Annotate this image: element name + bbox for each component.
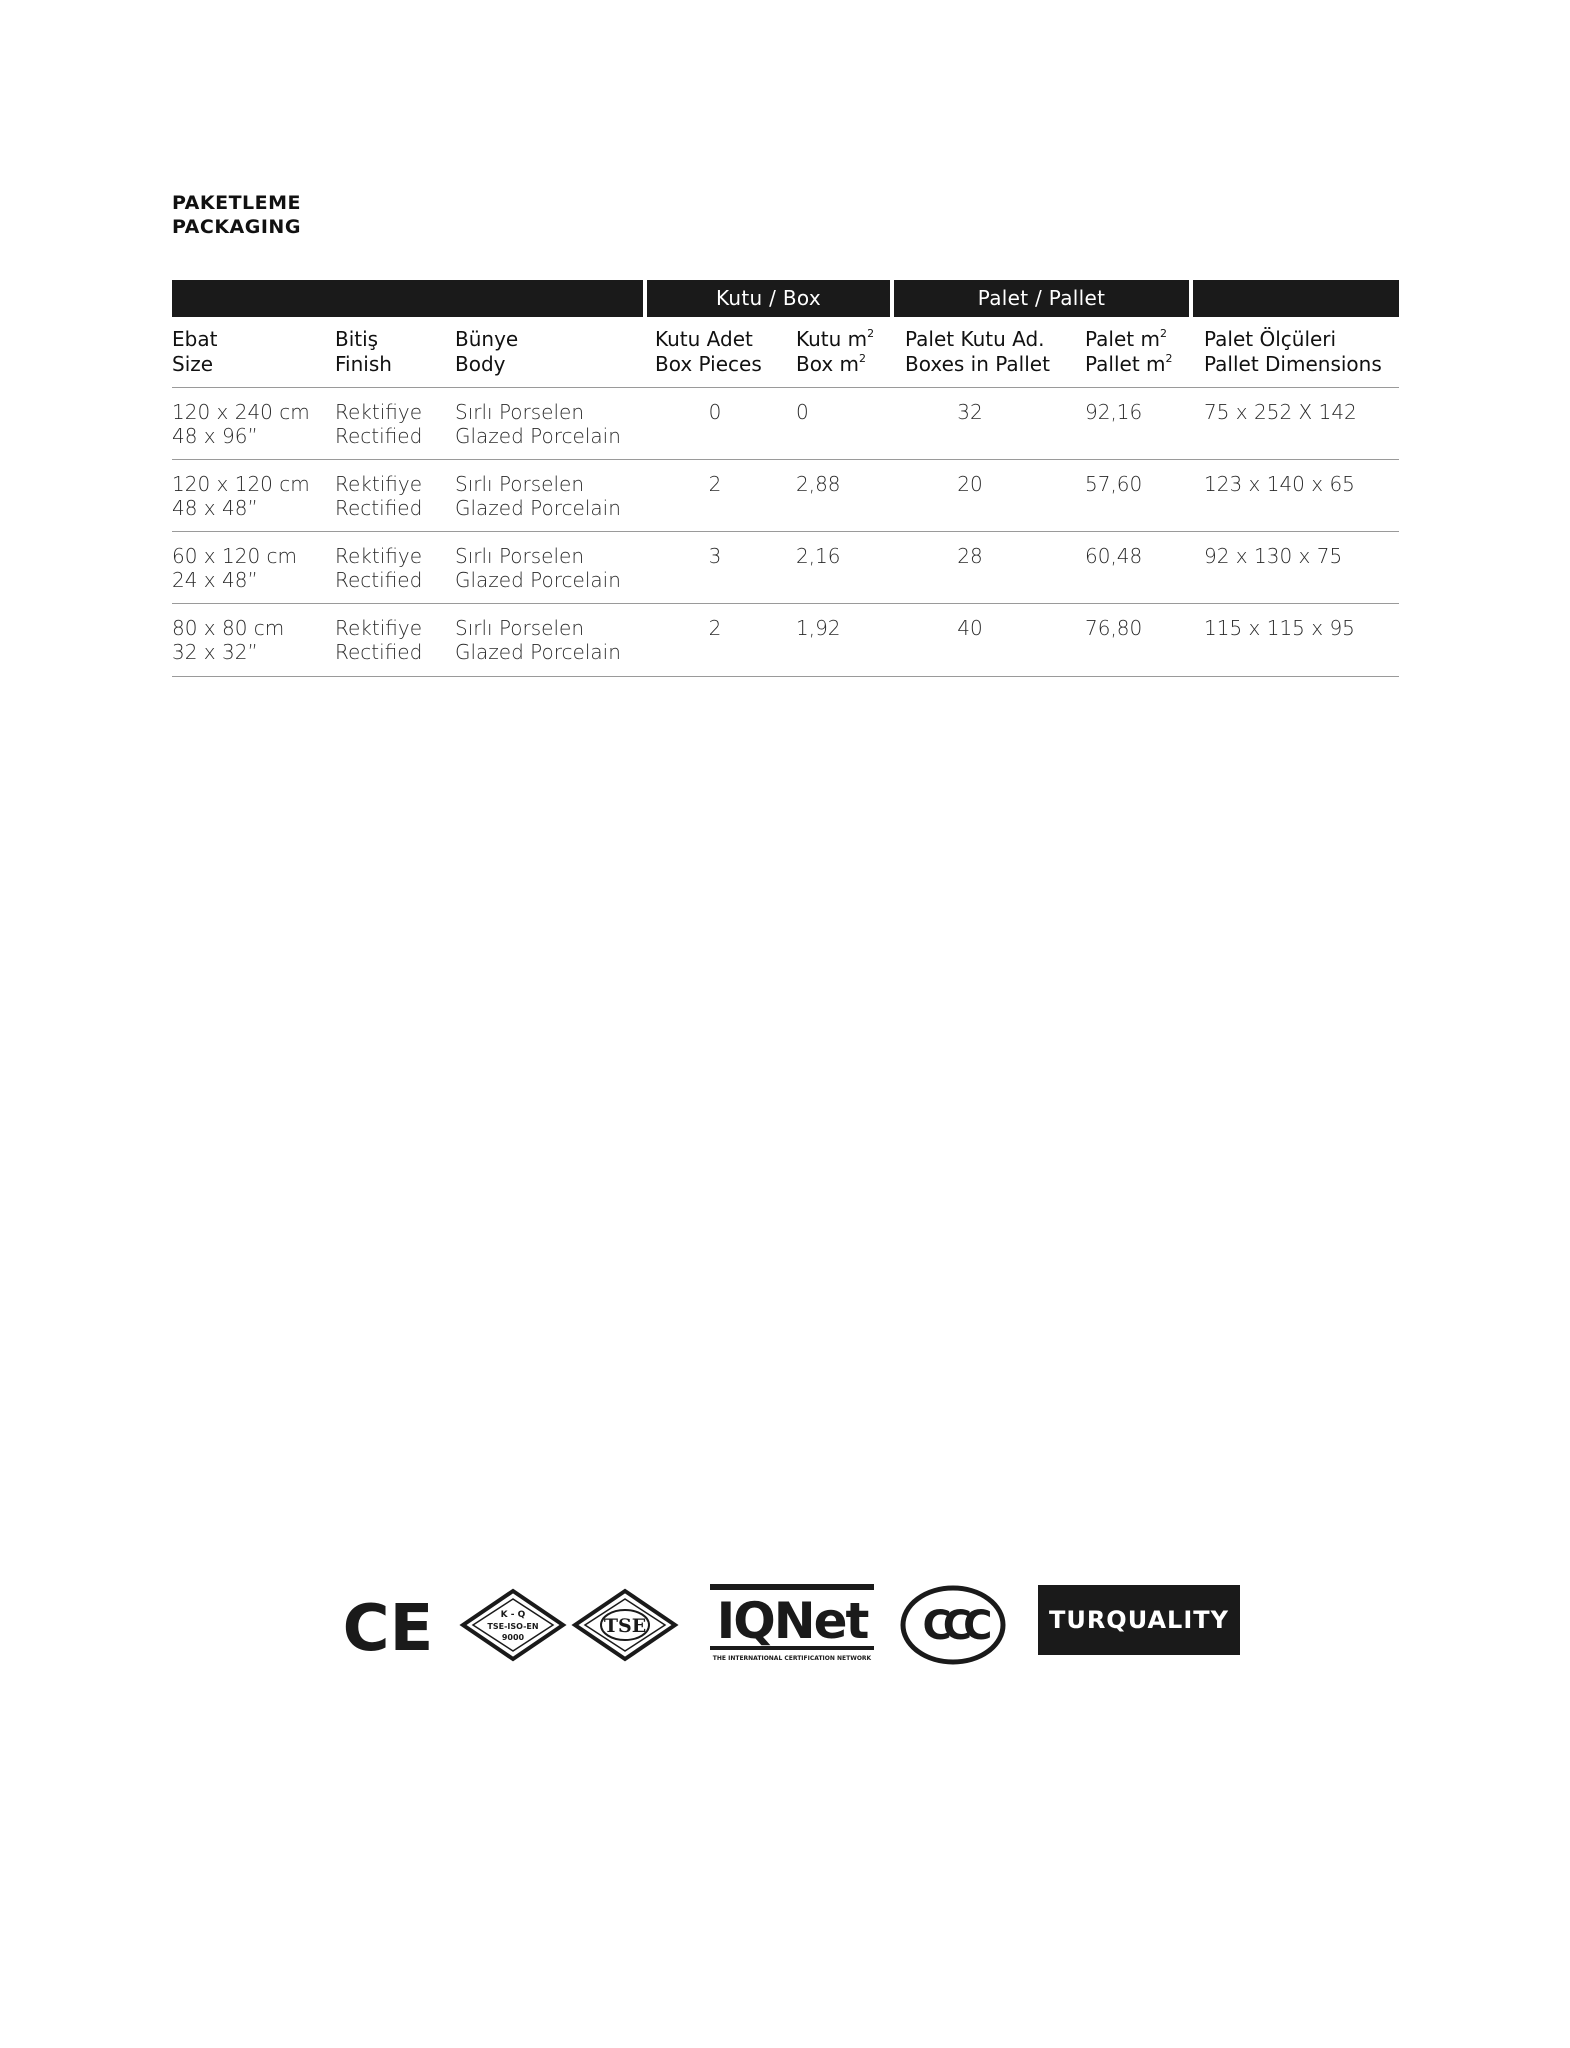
svg-text:TSE: TSE [603, 1615, 647, 1637]
cell-box-pieces: 2 [708, 472, 722, 496]
title-turkish: PAKETLEME [172, 192, 302, 214]
cell-boxes-in-pallet: 40 [957, 616, 983, 640]
cell-body: Sırlı Porselen Glazed Porcelain [455, 616, 621, 664]
cell-size: 120 x 240 cm 48 x 96” [172, 400, 310, 448]
cell-box-pieces: 0 [708, 400, 722, 424]
header-bar-box: Kutu / Box [647, 280, 890, 317]
cell-boxes-in-pallet: 32 [957, 400, 983, 424]
cell-finish: Rektifiye Rectified [335, 400, 423, 448]
column-header-pallet-m2: Palet $m^2$ Pallet $m^2$ [1085, 327, 1173, 376]
certification-logos [0, 1580, 1570, 1670]
turquality-logo: TURQUALITY [1038, 1585, 1240, 1655]
cell-size: 80 x 80 cm 32 x 32” [172, 616, 285, 664]
cell-size: 120 x 120 cm 48 x 48” [172, 472, 310, 520]
cell-pallet-dimensions: 115 x 115 x 95 [1204, 616, 1355, 640]
ce-mark-icon [342, 1590, 434, 1666]
cell-body: Sırlı Porselen Glazed Porcelain [455, 472, 621, 520]
cell-pallet-dimensions: 75 x 252 X 142 [1204, 400, 1357, 424]
row-divider [172, 603, 1399, 604]
cell-finish: Rektifiye Rectified [335, 616, 423, 664]
cell-box-m2: 2,16 [796, 544, 841, 568]
cell-box-m2: 0 [796, 400, 809, 424]
column-header-size: Ebat Size [172, 327, 218, 376]
svg-text:K - Q: K - Q [500, 1610, 526, 1620]
row-divider [172, 676, 1399, 677]
cell-body: Sırlı Porselen Glazed Porcelain [455, 544, 621, 592]
cell-pallet-m2: 57,60 [1085, 472, 1143, 496]
cell-box-m2: 1,92 [796, 616, 841, 640]
svg-text:THE INTERNATIONAL CERTIFICATIO: THE INTERNATIONAL CERTIFICATION NETWORK [712, 1655, 872, 1662]
cell-pallet-m2: 60,48 [1085, 544, 1143, 568]
cell-finish: Rektifiye Rectified [335, 544, 423, 592]
column-header-box-pieces: Kutu Adet Box Pieces [655, 327, 762, 376]
header-bar-dimensions [1193, 280, 1399, 317]
cell-pallet-dimensions: 92 x 130 x 75 [1204, 544, 1343, 568]
cell-pallet-dimensions: 123 x 140 x 65 [1204, 472, 1355, 496]
svg-text:IQNet: IQNet [716, 1592, 868, 1650]
svg-text:CCC: CCC [922, 1603, 984, 1649]
svg-text:TSE-ISO-EN: TSE-ISO-EN [487, 1622, 539, 1631]
cell-boxes-in-pallet: 20 [957, 472, 983, 496]
header-bar-pallet: Palet / Pallet [894, 280, 1189, 317]
header-bar-product [172, 280, 643, 317]
iqnet-icon [708, 1582, 878, 1664]
page-title [172, 191, 301, 239]
cell-pallet-m2: 92,16 [1085, 400, 1143, 424]
cell-boxes-in-pallet: 28 [957, 544, 983, 568]
column-header-body: Bünye Body [455, 327, 519, 376]
title-english: PACKAGING [172, 216, 301, 238]
column-header-finish: Bitiş Finish [335, 327, 392, 376]
column-header-box-m2: Kutu $m^2$ Box $m^2$ [796, 327, 875, 376]
ccc-icon [898, 1584, 1008, 1666]
ce-mark-text: CE [342, 1592, 434, 1666]
row-divider [172, 459, 1399, 460]
cell-box-pieces: 2 [708, 616, 722, 640]
cell-pallet-m2: 76,80 [1085, 616, 1143, 640]
cell-box-pieces: 3 [708, 544, 722, 568]
row-divider [172, 531, 1399, 532]
svg-text:9000: 9000 [501, 1633, 525, 1642]
cell-finish: Rektifiye Rectified [335, 472, 423, 520]
cell-body: Sırlı Porselen Glazed Porcelain [455, 400, 621, 448]
cell-size: 60 x 120 cm 24 x 48” [172, 544, 298, 592]
header-divider [172, 387, 1399, 388]
column-header-boxes-in-pallet: Palet Kutu Ad. Boxes in Pallet [905, 327, 1050, 376]
cell-box-m2: 2,88 [796, 472, 841, 496]
tse-icon [572, 1588, 678, 1662]
tse-iso-9000-icon [460, 1588, 566, 1662]
column-header-pallet-dimensions: Palet Ölçüleri Pallet Dimensions [1204, 327, 1382, 376]
